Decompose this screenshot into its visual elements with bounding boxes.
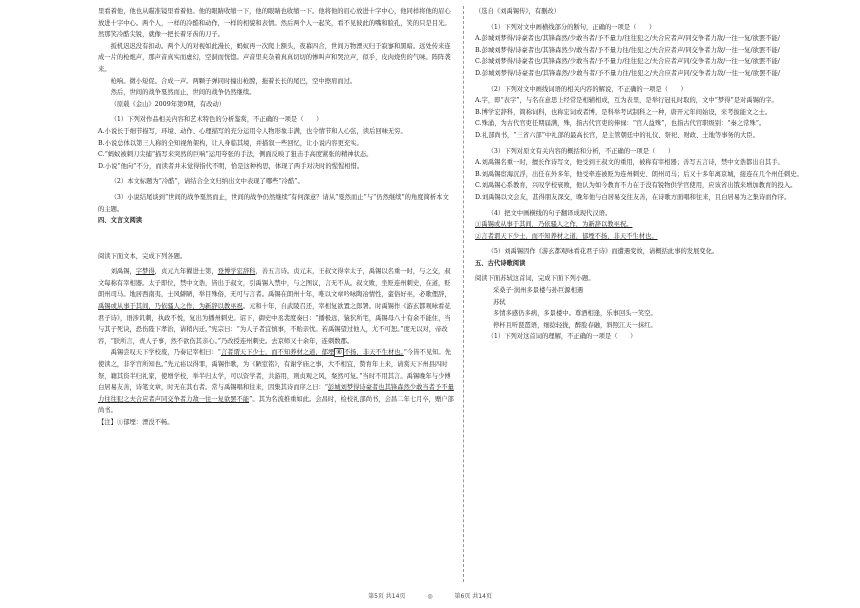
question-1-option-a: A.小说长于细节描写，环境、动作、心理描写的充分运用令人物形象丰满，也令情节和人心弦，读后回味无穷。 <box>98 127 407 135</box>
story-paragraph-1: 里看着他，他也从瞄准镜里看着他。他的眼睛收缩一下，他的眼睛也收缩一下。他将他的眉心放进十字中心，他同样将他的眉心放进十字中心。两个人，一样的冷酷和动作，一样的相貌和表情。然后两个人一起笑，看不见彼此的嘴和脸孔，笑的只是目光。然那笑冷酷尖锐，就像一把长着牙齿的刀子。 <box>98 8 451 39</box>
question-r3-option-d: D.刘禹锡以文会友，甚得朋友深交，晚年他与白居易交往友善，在诗歌方面唱和往来，且白居易为之集诗而作序。 <box>475 193 791 201</box>
underlined-sentence: 不扬，非天不生材也。 <box>343 349 404 357</box>
reading-instruction: 阅读下面文本，完成下列各题。 <box>98 252 187 260</box>
question-r2-option-a: A.字，即“表字”，与名在意思上经常是相辅相成，互为表里，是举行冠礼时取的，文中“梦得”是对禹锡的字。 <box>475 97 778 105</box>
question-1-option-d: D.小说“他向“不分，而读者并未觉得指代不明，恰是这种构思，体现了两手对决时的惺惺相惜。 <box>98 162 364 170</box>
question-r2-stem: （2）下列对文中画线词语的相关内容的解说，不正确的一项是（ ） <box>487 85 687 93</box>
question-r1-option-d: D.彭城刘梦得/诗豪者也/其锋森然/少敢当者/予不量力往/往犯之/夫合应者声同/交争者力敌/一往一复/欲罢不能/ <box>475 69 781 77</box>
poem-title: 采桑子·润州多景楼与孙巨源相遇 <box>493 287 584 295</box>
question-2: （2）本文标题为“冷酷”，请结合全文归纳出文中表现了哪些“冷酷”。 <box>110 178 304 186</box>
question-1-stem: （1）下列对作品相关内容和艺术特色的分析鉴赏，不正确的一项是（ ） <box>110 116 323 124</box>
underlined-sentence: 禹锡或从事于其间，乃依骚人之作，为新辞以教巫祝 <box>98 303 243 311</box>
underlined-term: 登博学宏辞科 <box>217 268 256 276</box>
story-paragraph-3: 枪响。微小短促。合成一声。两颗子弹同时撞出枪膛，拖着长长的尾巴，空中擦肩而过。 <box>110 77 357 85</box>
question-r1-stem: （1）下列对文中画横线部分的断句，正确的一项是（ ） <box>487 23 656 31</box>
page-number-left: 第5页 共14页 <box>368 593 406 600</box>
question-r4-stem: （4）把文中画横线的句子翻译成现代汉语。 <box>487 209 612 217</box>
question-1-option-c: C.“蚂蚁被刺刀尖捕“描写来突然的巨响“运用夸张的手法，侧面反映了狙击手高度紧张的精神状态。 <box>98 151 373 159</box>
section-5-title: 五、古代诗歌阅读 <box>475 259 526 267</box>
poem-instruction: 阅读下面苏轼这首词，完成下面下列小题。 <box>475 275 595 283</box>
text-run: 禹锡尝叹天下学校废，乃奏记宰相曰：“ <box>110 349 221 357</box>
question-r3-option-c: C.刘禹锡心系教育，兴叹学校衰败，他认为如今教育不力在于没有锐物供学官使用，应该省出饿来增加教育的投入。 <box>475 182 797 190</box>
page-footer <box>0 591 860 600</box>
underlined-term: 字梦得 <box>135 268 155 276</box>
story-paragraph-2: 扳机迟迟没有扣动。两个人的对视如此漫长，蚂蚁再一次爬上额头，夜幕四合，世间万物湮灭归于寂寥和黑暗。远处传来连成一片的枪炮声，那声音真实而虚幻，空洞而恍惚。声音里夹杂着真真切切的惨叫声和哭泣声，似乎，皮肉烧焦的气味。阵阵袭来。 <box>98 42 451 73</box>
right-column <box>475 6 831 582</box>
footnote: 【注】①郁堙：湮没不畅。 <box>98 419 174 426</box>
question-r2-option-d: D.礼部尚书，“三省六部”中礼部的最高长官，是主管朝廷中的礼仪、祭祀、财政、土地等事务的大臣。 <box>475 131 760 139</box>
poem-line-2: 停杯且听琵琶语，细捻轻拢，醉脸春融，斜照江天一抹红。 <box>493 321 657 329</box>
story-paragraph-4: 然后，世间的战争戛然而止，世间的战争仍然继续。 <box>110 89 256 97</box>
question-r1-option-b: B.彭城刘梦得/诗豪者也/其锋森然少/敢当者/予不量力往/往犯之/夫合应者声/同交争者力敌/一往一复/欲罢不能/ <box>475 46 780 54</box>
section-4-title: 四、文言文阅读 <box>98 217 143 225</box>
question-poem-1: （1）下列对这首词的理解，不正确的一项是（ ） <box>487 333 637 341</box>
underlined-passage: 彭城刘梦得诗豪者也其锋森然少敢当者予不量力往往犯之夫合应者声同交争者力敌一往一复欲罢不能 <box>98 384 454 403</box>
page-number-right: 第6页 共14页 <box>454 593 492 600</box>
story-source: （原载《金山》2009年第9期，有改动） <box>110 100 226 108</box>
poem-line-1: 多情多感仍多病，多景楼中。尊酒相逢，乐事回头一笑空。 <box>493 310 657 318</box>
question-r3-option-a: A.刘禹锡名重一时，擅长作诗写文，他受到王叔文的重用，被称有宰相器；善写五言诗，禁中文诰都出自其手。 <box>475 159 784 167</box>
question-r1-option-a: A.彭城刘梦得/诗豪者也/其锋森然/少敢当者/予不量力/往往犯之/夫合应者声/同交争者力敌/一往一复/欲罢不能/ <box>475 35 780 43</box>
question-r3-option-b: B.刘禹锡宦海沉浮，出任在外多年，他受牵连被贬为连州刺史、朗州司马；后又十多年离京城，接连在几个州任刺史。 <box>475 170 803 178</box>
text-run: ”。其为名流推重如此。会昌时，检校礼部尚书，会昌二年七月卒，赠户部尚书。 <box>98 395 454 415</box>
text-run: 。元和十年，自武陵召还，宰相复欲置之郎署。时禹锡作《游玄都观咏看花君子诗》，语涉讥刺，执政不悦，复出为播州刺史。诏下，御史中丞裴度奏曰：“播极远，猿狖所宅，禹锡母八十有余不能住，当与其子死诀，恐伤陛下孝治，请稍内迁。”宪宗曰：“为人子者宜慎事，不贻亲忧。若禹锡望过他人，尤不可恕。”度无以对，帝改容，“朕所言，责人子事，然不欲伤其亲心。”乃改授连州刺史。去京师又十余年，连刺数郡。 <box>98 303 451 345</box>
text-run: ”今皆不见知。先使读之，非学宫所知也。”先元裕以得罪，禹锡作歌，为《陋室铭》，有谢学庙之事，大不相宜，赞育年上来，请赏天下州县四时祭，籍其资半归礼家，使增学校，举半归太学，可以资学者，共游用，则贞观之风，粲然可复。”当时不用其言。禹锡晚年与少傅白居易友善，诗笔文章，时无在其右者。常与禹锡唱和往来，因集其诗而序之曰：“ <box>98 349 452 392</box>
translation-item-1: ①禹锡或从事于其间，乃依骚人之作，为新辞以教巫祝。 <box>475 221 633 229</box>
text-run: 刘禹锡， <box>110 268 136 276</box>
footnote-marker: ⑥ <box>336 349 342 357</box>
poem-author: 苏轼 <box>493 298 506 306</box>
classical-source: （选自《刘禹锡传》，有删改） <box>475 8 561 15</box>
column-divider <box>463 6 464 582</box>
classical-text-2 <box>98 347 454 417</box>
text-run: ，善五言诗。贞元末，王叔文得幸太子，禹锡以名重一时，与之交，叔文每称有宰相器。太子即位，禁中文诰，皆出于叔文，引禹锡入禁中，与之图议，言无不从。叔文败，坐贬连州刺史，在道，贬朗州司马。地居西南夷，士风僻陋，举目殊俗，无可与言者。禹锡在朗州十年，唯以文章吟咏陶冶情性，蛮俗好巫，必歌俚辞， <box>98 268 451 299</box>
text-run: ，贞元九年擢进士第， <box>154 268 218 276</box>
question-r1-option-c: C.彭城刘梦得/诗豪者也/其锋森然/少敢当者/予不量力/往往犯之/夫合应者声同/交争者力敌/一往一复/欲罢不能/ <box>475 58 780 66</box>
center-mark-icon: ◎ <box>427 593 433 600</box>
underlined-sentence: 言者谓天下少士，而不知养材之道，郁堙 <box>220 349 335 357</box>
question-r2-option-b: B.博学宏辞科，简称词科，也称宏词或者博，是科举考试制科之一种，唐开元年间始设，来考拔能文之士。 <box>475 108 772 116</box>
question-1-option-b: B.小说总体以第三人称的全知视角架构，让人身临其境，并描叙一些回忆，让小说内容更充实。 <box>98 139 363 147</box>
classical-text <box>98 266 454 347</box>
question-r5: （5）刘禹锡因作《游玄都观咏看花君子诗》而遭遇变故，请概括此事的发展变化。 <box>487 248 719 256</box>
question-3: （3）小说结尾谈到“世间的战争戛然而止，世间的战争仍然继续”有何深意？请从“戛然而止”与“仍然继续”的角度简析本文的主题。 <box>98 193 449 213</box>
question-r2-option-c: C.殊涌，为古代官吏任期届满，殊，指古代官吏的俸禄：“官人益殊”，也指古代官职级别：“秦之常殊”。 <box>475 120 766 128</box>
translation-item-2: ②言者谓天下少士，而不知养材之道，郁堙不扬，非天不生材也。 <box>475 232 658 240</box>
left-column <box>98 6 454 582</box>
question-r3-stem: （3）下列对原文有关内容的概括和分析，不正确的一项是（ ） <box>487 147 675 155</box>
